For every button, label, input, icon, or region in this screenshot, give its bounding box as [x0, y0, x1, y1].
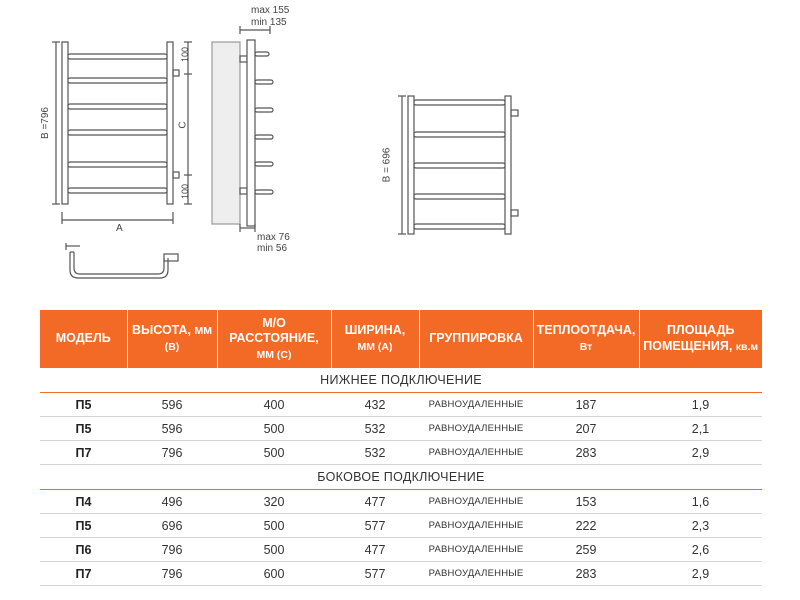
- section-header-row: [40, 368, 762, 393]
- width-cell: 477: [331, 538, 419, 562]
- table-row: [40, 393, 762, 417]
- model-cell: П5: [40, 514, 127, 538]
- table-row: [40, 514, 762, 538]
- heat-output-cell: 283: [533, 441, 639, 465]
- width-cell: 532: [331, 417, 419, 441]
- section-title: НИЖНЕЕ ПОДКЛЮЧЕНИЕ: [40, 368, 762, 393]
- center-distance-cell: 500: [217, 417, 331, 441]
- room-area-cell: 1,6: [639, 490, 762, 514]
- header-height: [127, 310, 217, 368]
- side-top-max-label: max 155: [251, 5, 290, 16]
- header-title: М/О РАССТОЯНИЕ,: [229, 315, 319, 346]
- model-cell: П7: [40, 441, 127, 465]
- grouping-cell: РАВНОУДАЛЕННЫЕ: [419, 514, 533, 538]
- table-row: [40, 441, 762, 465]
- side-bottom-max-label: max 76: [257, 232, 290, 243]
- grouping-cell: РАВНОУДАЛЕННЫЕ: [419, 562, 533, 586]
- table-body: [40, 368, 762, 586]
- grouping-cell: РАВНОУДАЛЕННЫЕ: [419, 490, 533, 514]
- table-row: [40, 538, 762, 562]
- table-header-row: [40, 310, 762, 368]
- section-title: БОКОВОЕ ПОДКЛЮЧЕНИЕ: [40, 465, 762, 490]
- header-width: [331, 310, 419, 368]
- height-cell: 596: [127, 417, 217, 441]
- header-title: МОДЕЛЬ: [55, 331, 111, 346]
- heat-output-cell: 283: [533, 562, 639, 586]
- width-label: A: [116, 223, 123, 234]
- room-area-cell: 1,9: [639, 393, 762, 417]
- center-distance-cell: 500: [217, 441, 331, 465]
- spacing-bottom-label: 100: [180, 183, 191, 200]
- header-title: ГРУППИРОВКА: [429, 331, 523, 346]
- section-header-row: [40, 465, 762, 490]
- model-cell: П5: [40, 393, 127, 417]
- header-unit: ММ (А): [357, 341, 393, 353]
- height-cell: 696: [127, 514, 217, 538]
- table-row: [40, 417, 762, 441]
- center-distance-cell: 400: [217, 393, 331, 417]
- header-unit: Вт: [579, 341, 593, 353]
- side-connection-front-view: [398, 96, 518, 234]
- height-cell: 796: [127, 441, 217, 465]
- height-cell: 796: [127, 538, 217, 562]
- model-cell: П4: [40, 490, 127, 514]
- heat-output-cell: 207: [533, 417, 639, 441]
- room-area-cell: 2,6: [639, 538, 762, 562]
- heat-output-cell: 222: [533, 514, 639, 538]
- width-cell: 577: [331, 514, 419, 538]
- front-view-drawing: [52, 42, 192, 224]
- width-cell: 577: [331, 562, 419, 586]
- center-distance-cell: 320: [217, 490, 331, 514]
- room-area-cell: 2,3: [639, 514, 762, 538]
- grouping-cell: РАВНОУДАЛЕННЫЕ: [419, 417, 533, 441]
- table-row: [40, 490, 762, 514]
- height-cell: 796: [127, 562, 217, 586]
- header-unit: ММ (С): [256, 348, 292, 361]
- header-unit: ММ (В): [164, 325, 213, 353]
- height-cell: 496: [127, 490, 217, 514]
- side-view-drawing: [212, 26, 273, 232]
- header-center-distance: [217, 310, 331, 368]
- specifications-table: [40, 310, 762, 586]
- heat-output-cell: 153: [533, 490, 639, 514]
- room-area-cell: 2,1: [639, 417, 762, 441]
- width-cell: 532: [331, 441, 419, 465]
- header-grouping: [419, 310, 533, 368]
- side-bottom-min-label: min 56: [257, 243, 288, 254]
- header-title: ПЛОЩАДЬ ПОМЕЩЕНИЯ,: [643, 323, 735, 353]
- header-title: ТЕПЛООТДАЧА,: [536, 323, 636, 338]
- room-area-cell: 2,9: [639, 441, 762, 465]
- center-distance-cell: 500: [217, 514, 331, 538]
- spacing-top-label: 100: [180, 46, 191, 63]
- header-title: ВЫСОТА,: [131, 323, 192, 338]
- grouping-cell: РАВНОУДАЛЕННЫЕ: [419, 441, 533, 465]
- model-cell: П7: [40, 562, 127, 586]
- room-area-cell: 2,9: [639, 562, 762, 586]
- heat-output-cell: 187: [533, 393, 639, 417]
- width-cell: 477: [331, 490, 419, 514]
- table-row: [40, 562, 762, 586]
- height-cell: 596: [127, 393, 217, 417]
- grouping-cell: РАВНОУДАЛЕННЫЕ: [419, 538, 533, 562]
- model-cell: П6: [40, 538, 127, 562]
- right-height-label: B = 696: [381, 147, 393, 183]
- heat-output-cell: 259: [533, 538, 639, 562]
- center-distance-cell: 500: [217, 538, 331, 562]
- header-title: ШИРИНА,: [344, 323, 406, 338]
- center-distance-label: C: [177, 121, 189, 129]
- grouping-cell: РАВНОУДАЛЕННЫЕ: [419, 393, 533, 417]
- side-top-min-label: min 135: [251, 17, 287, 28]
- center-distance-cell: 600: [217, 562, 331, 586]
- header-model: [40, 310, 127, 368]
- width-cell: 432: [331, 393, 419, 417]
- top-view-drawing: [66, 243, 178, 278]
- left-height-label: B =796: [39, 107, 51, 139]
- header-heat-output: [533, 310, 639, 368]
- header-room-area: [639, 310, 762, 368]
- header-unit: кв.м: [735, 341, 759, 353]
- model-cell: П5: [40, 417, 127, 441]
